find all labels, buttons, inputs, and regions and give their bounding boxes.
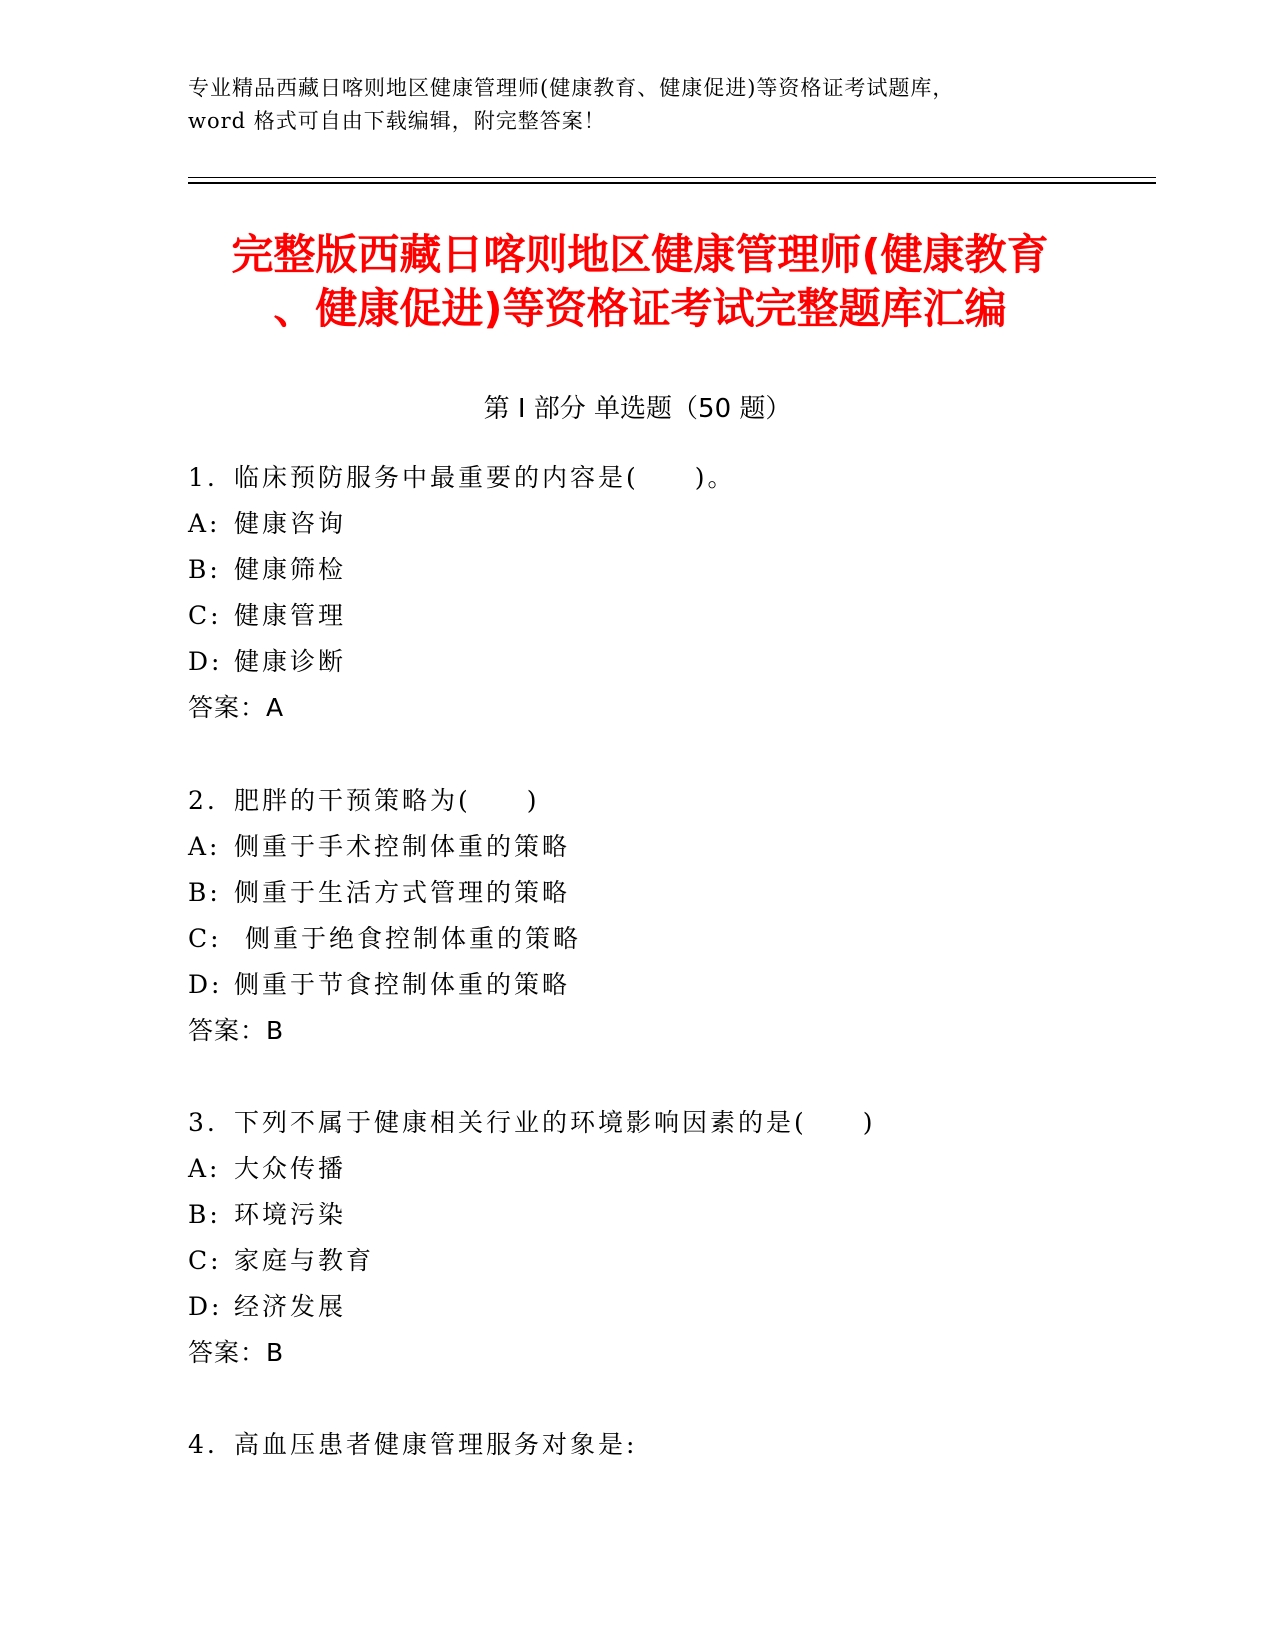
question-text: 高血压患者健康管理服务对象是:: [234, 1430, 638, 1459]
question-text: 下列不属于健康相关行业的环境影响因素的是( ): [234, 1108, 876, 1137]
option-text: 健康管理: [234, 601, 347, 630]
option-c: [188, 593, 736, 639]
question-stem: [188, 1100, 876, 1146]
question-stem: [188, 1422, 637, 1468]
option-label: B:: [188, 878, 221, 907]
option-text: 环境污染: [234, 1200, 347, 1229]
option-text: 家庭与教育: [234, 1246, 375, 1275]
option-label: D:: [188, 1292, 223, 1321]
option-b: [188, 870, 581, 916]
option-text: 侧重于手术控制体重的策略: [234, 832, 571, 861]
question-2: [188, 778, 581, 1054]
option-label: B:: [188, 1200, 221, 1229]
section-title: 第 I 部分 单选题（50 题）: [483, 394, 792, 424]
question-3: [188, 1100, 876, 1376]
option-text: 侧重于生活方式管理的策略: [234, 878, 571, 907]
option-label: A:: [188, 1154, 221, 1183]
question-number: 4.: [188, 1430, 218, 1459]
question-stem: [188, 455, 736, 501]
option-label: C:: [188, 601, 222, 630]
option-a: [188, 501, 736, 547]
option-text: 大众传播: [234, 1154, 347, 1183]
option-d: [188, 1284, 876, 1330]
title-line-1: 完整版西藏日喀则地区健康管理师(健康教育: [231, 230, 1049, 279]
option-label: A:: [188, 509, 221, 538]
answer: 答案：B: [188, 1338, 285, 1367]
option-d: [188, 962, 581, 1008]
answer: 答案：A: [188, 693, 285, 722]
option-text: 健康诊断: [234, 647, 347, 676]
option-label: D:: [188, 647, 223, 676]
option-c: [188, 1238, 876, 1284]
option-b: [188, 547, 736, 593]
divider-thick: [188, 182, 1156, 184]
option-label: A:: [188, 832, 221, 861]
option-label: C:: [188, 924, 222, 953]
option-c: [188, 916, 581, 962]
option-label: B:: [188, 555, 221, 584]
header-line-1: 专业精品西藏日喀则地区健康管理师(健康教育、健康促进)等资格证考试题库，: [188, 76, 955, 100]
option-b: [188, 1192, 876, 1238]
divider-thin: [188, 177, 1156, 178]
option-a: [188, 824, 581, 870]
question-number: 2.: [188, 786, 218, 815]
question-number: 1.: [188, 463, 218, 492]
question-1: [188, 455, 736, 731]
option-a: [188, 1146, 876, 1192]
option-text: 侧重于节食控制体重的策略: [234, 970, 571, 999]
option-text: 侧重于绝食控制体重的策略: [234, 924, 581, 953]
question-4: [188, 1422, 637, 1468]
option-text: 经济发展: [234, 1292, 347, 1321]
option-d: [188, 639, 736, 685]
question-stem: [188, 778, 581, 824]
header-note: [188, 72, 1088, 138]
option-text: 健康咨询: [234, 509, 347, 538]
option-label: D:: [188, 970, 223, 999]
answer: 答案：B: [188, 1016, 285, 1045]
page-title: [150, 228, 1130, 336]
option-text: 健康筛检: [234, 555, 347, 584]
question-text: 临床预防服务中最重要的内容是( )。: [234, 463, 736, 492]
title-line-2: 、健康促进)等资格证考试完整题库汇编: [273, 284, 1007, 333]
question-number: 3.: [188, 1108, 218, 1137]
header-line-2: word 格式可自由下载编辑，附完整答案！: [188, 109, 606, 133]
option-label: C:: [188, 1246, 222, 1275]
question-text: 肥胖的干预策略为( ): [234, 786, 540, 815]
